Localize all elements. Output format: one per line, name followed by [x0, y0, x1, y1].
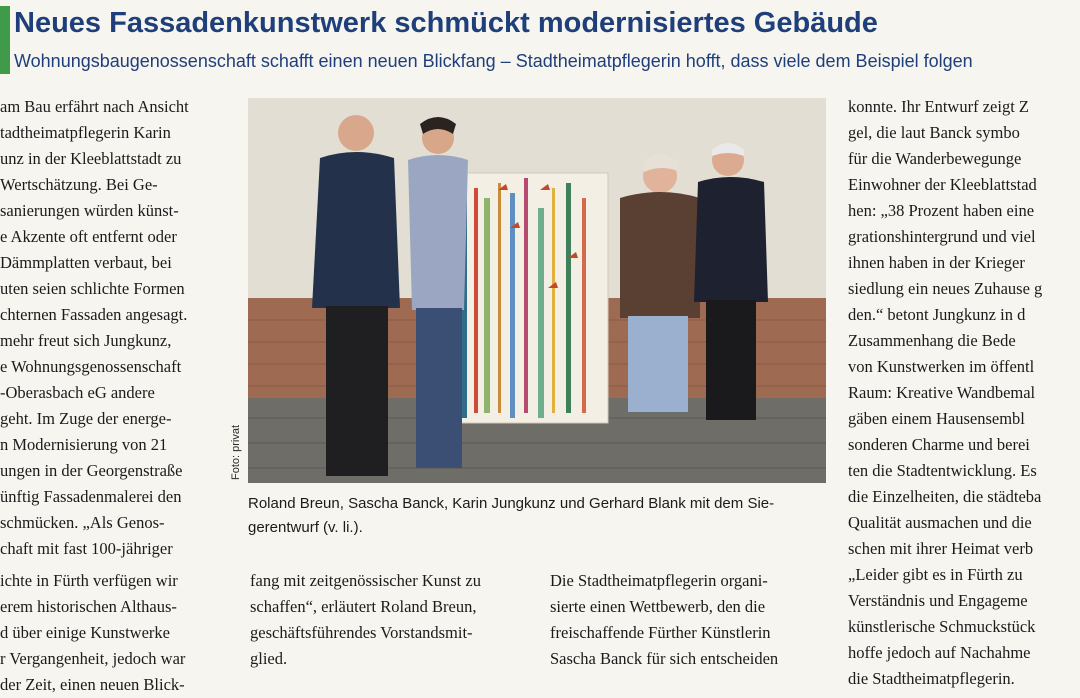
column-3-line: freischaffende Fürther Künstlerin [550, 623, 771, 642]
article-headline: Neues Fassadenkunstwerk schmückt modernisiertes Gebäude [14, 7, 878, 39]
text-column-1-bottom [0, 568, 238, 698]
text-column-4 [848, 94, 1080, 692]
column-4-line: Qualität ausmachen und die [848, 513, 1032, 532]
column-1-line: am Bau erfährt nach Ansicht [0, 97, 189, 116]
column-2-line: fang mit zeitgenössischer Kunst zu [250, 571, 481, 590]
column-2-line: geschäftsführendes Vorstandsmit- [250, 623, 473, 642]
column-4-line: von Kunstwerken im öffentl [848, 357, 1035, 376]
column-2-line: glied. [250, 649, 288, 668]
column-4-line: gel, die laut Banck symbo [848, 123, 1020, 142]
column-1-bottom-line: r Vergangenheit, jedoch war [0, 649, 186, 668]
column-4-line: Raum: Kreative Wandbemal [848, 383, 1036, 402]
column-1-line: uten seien schlichte Formen [0, 279, 185, 298]
text-column-3 [550, 568, 832, 672]
column-4-line: die Stadtheimatpflegerin. [848, 669, 1015, 688]
column-4-line: konnte. Ihr Entwurf zeigt Z [848, 97, 1029, 116]
column-1-line: geht. Im Zuge der energe- [0, 409, 172, 428]
column-3-line: sierte einen Wettbewerb, den die [550, 597, 766, 616]
column-1-line: sanierungen würden künst- [0, 201, 179, 220]
column-1-line: e Wohnungsgenossenschaft [0, 357, 182, 376]
column-4-line: hoffe jedoch auf Nachahme [848, 643, 1031, 662]
article-photo [248, 98, 826, 483]
column-1-bottom-line: d über einige Kunstwerke [0, 623, 170, 642]
column-1-bottom-line: erem historischen Althaus- [0, 597, 177, 616]
column-2-line: schaffen“, erläutert Roland Breun, [250, 597, 477, 616]
column-1-bottom-line: ichte in Fürth verfügen wir [0, 571, 178, 590]
column-4-line: für die Wanderbewegunge [848, 149, 1022, 168]
column-4-line: „Leider gibt es in Fürth zu [848, 565, 1023, 584]
headline-accent-bar [0, 6, 10, 74]
column-4-line: den.“ betont Jungkunz in d [848, 305, 1026, 324]
column-4-line: siedlung ein neues Zuhause g [848, 279, 1043, 298]
column-1-line: -Oberasbach eG andere [0, 383, 155, 402]
column-1-bottom-line: der Zeit, einen neuen Blick- [0, 675, 185, 694]
photo-credit: Foto: privat [230, 424, 242, 480]
column-1-line: n Modernisierung von 21 [0, 435, 168, 454]
caption-line: Roland Breun, Sascha Banck, Karin Jungkunz und Gerhard Blank mit dem Sie- [248, 495, 775, 512]
column-1-line: tadtheimatpflegerin Karin [0, 123, 171, 142]
column-1-line: mehr freut sich Jungkunz, [0, 331, 172, 350]
column-1-line: chternen Fassaden angesagt. [0, 305, 188, 324]
column-4-line: künstlerische Schmuckstück [848, 617, 1036, 636]
column-3-line: Die Stadtheimatpflegerin organi- [550, 571, 768, 590]
text-column-2 [250, 568, 532, 672]
column-4-line: Einwohner der Kleeblattstad [848, 175, 1037, 194]
column-1-line: ünftig Fassadenmalerei den [0, 487, 182, 506]
article-subheadline: Wohnungsbaugenossenschaft schafft einen neuen Blickfang – Stadtheimatpflegerin hofft, dass viele dem Beispiel folgen [14, 51, 973, 71]
column-1-line: chaft mit fast 100-jähriger [0, 539, 173, 558]
column-3-line: Sascha Banck für sich entscheiden [550, 649, 779, 668]
column-1-line: e Akzente oft entfernt oder [0, 227, 177, 246]
column-1-line: schmücken. „Als Genos- [0, 513, 165, 532]
column-4-line: sonderen Charme und berei [848, 435, 1030, 454]
column-4-line: die Einzelheiten, die städteba [848, 487, 1042, 506]
column-4-line: hen: „38 Prozent haben eine [848, 201, 1035, 220]
column-4-line: ihnen haben in der Krieger [848, 253, 1025, 272]
column-1-line: unz in der Kleeblattstadt zu [0, 149, 182, 168]
caption-line: gerentwurf (v. li.). [248, 519, 363, 536]
column-4-line: Verständnis und Engageme [848, 591, 1028, 610]
column-4-line: gäben einem Hausensembl [848, 409, 1025, 428]
column-4-line: Zusammenhang die Bede [848, 331, 1016, 350]
photo-caption [248, 492, 833, 540]
column-1-line: Wertschätzung. Bei Ge- [0, 175, 158, 194]
column-1-line: ungen in der Georgenstraße [0, 461, 183, 480]
column-4-line: ten die Stadtentwicklung. Es [848, 461, 1037, 480]
column-1-line: Dämmplatten verbaut, bei [0, 253, 172, 272]
text-column-1 [0, 94, 238, 562]
column-4-line: grationshintergrund und viel [848, 227, 1036, 246]
photo-illustration [248, 98, 826, 483]
column-4-line: schen mit ihrer Heimat verb [848, 539, 1034, 558]
